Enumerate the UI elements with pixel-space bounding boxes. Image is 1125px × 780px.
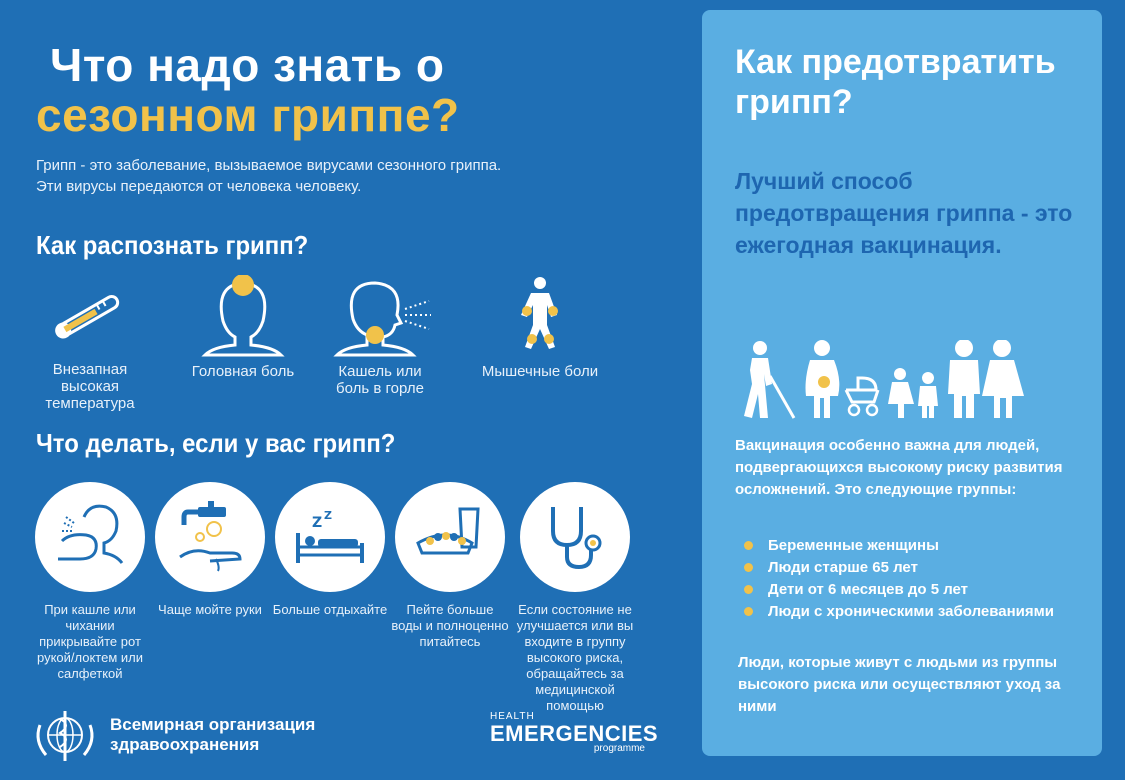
who-name-line2: здравоохранения	[110, 735, 260, 754]
page-title-line2: сезонном гриппе?	[36, 89, 460, 141]
svg-text:Z: Z	[324, 509, 332, 522]
action-wash-hands	[150, 482, 270, 618]
action-circle	[395, 482, 505, 592]
panel-subtitle: Лучший способ предотвращения гриппа - это ежегодная вакцинация.	[735, 168, 1073, 258]
who-logo	[30, 705, 315, 765]
food-drink-icon	[410, 497, 490, 577]
symptom-label: Мышечные боли	[481, 363, 599, 380]
intro-line1: Грипп - это заболевание, вызываемое вирусами сезонного гриппа.	[36, 157, 502, 174]
symptom-fever	[30, 275, 150, 412]
wash-hands-icon	[170, 497, 250, 577]
muscle-pain-icon	[505, 275, 575, 357]
who-emblem-icon	[30, 705, 100, 765]
action-cover-cough	[30, 482, 150, 682]
symptom-headache	[183, 275, 303, 380]
svg-text:Z: Z	[312, 515, 323, 531]
symptoms-list	[30, 275, 610, 415]
prevention-panel	[702, 10, 1102, 756]
family-icon	[742, 340, 1032, 420]
action-rest	[270, 482, 390, 618]
he-small-text: HEALTH	[490, 711, 535, 722]
symptom-cough	[320, 275, 440, 397]
action-label: Если состояние не улучшается или вы входите в группу высокого риска, обращайтесь за медицинской помощью	[516, 602, 634, 713]
panel-title: Как предотвратить грипп?	[735, 43, 1056, 121]
list-item: Люди старше 65 лет	[742, 557, 1082, 578]
list-item: Беременные женщины	[742, 535, 1082, 556]
who-name-line1: Всемирная организация	[110, 715, 316, 734]
actions-list	[30, 482, 670, 713]
thermometer-icon	[45, 275, 135, 355]
action-label: Пейте больше воды и полноценно питайтесь	[391, 602, 509, 649]
list-item: Дети от 6 месяцев до 5 лет	[742, 579, 1082, 600]
he-big-text: EMERGENCIES	[490, 721, 659, 746]
action-circle	[275, 482, 385, 592]
action-circle	[520, 482, 630, 592]
action-label: Чаще мойте руки	[158, 602, 262, 617]
recognize-heading: Как распознать грипп?	[36, 230, 309, 260]
who-name	[110, 715, 315, 755]
symptom-muscle	[480, 275, 600, 380]
he-programme-text: programme	[593, 743, 645, 754]
risk-groups-list	[742, 535, 1082, 623]
cover-cough-icon	[50, 497, 130, 577]
page-title-line1: Что надо знать о	[50, 39, 445, 91]
health-emergencies-logo	[490, 711, 660, 754]
cough-icon	[325, 275, 435, 357]
list-item: Люди с хроническими заболеваниями	[742, 601, 1082, 622]
panel-description: Вакцинация особенно важна для людей, подвергающихся высокому риску развития осложнений. Это следующие группы:	[735, 437, 1063, 498]
stethoscope-icon	[535, 497, 615, 577]
action-see-doctor	[515, 482, 635, 714]
symptom-label: Внезапная высокая температура	[45, 361, 135, 412]
intro-line2: Эти вирусы передаются от человека человеку.	[36, 178, 362, 195]
action-circle	[35, 482, 145, 592]
symptom-label: Головная боль	[191, 363, 295, 380]
action-label: При кашле или чихании прикрывайте рот рукой/локтем или салфеткой	[36, 602, 143, 681]
action-circle	[155, 482, 265, 592]
headache-icon	[193, 275, 293, 357]
rest-bed-icon	[290, 497, 370, 577]
action-food-drink	[390, 482, 510, 650]
todo-heading: Что делать, если у вас грипп?	[36, 428, 396, 458]
symptom-label: Кашель или боль в горле	[336, 363, 424, 397]
action-label: Больше отдыхайте	[272, 602, 388, 617]
panel-footnote: Люди, которые живут с людьми из группы высокого риска или осуществляют уход за ними	[738, 654, 1061, 715]
intro-text	[36, 155, 596, 197]
